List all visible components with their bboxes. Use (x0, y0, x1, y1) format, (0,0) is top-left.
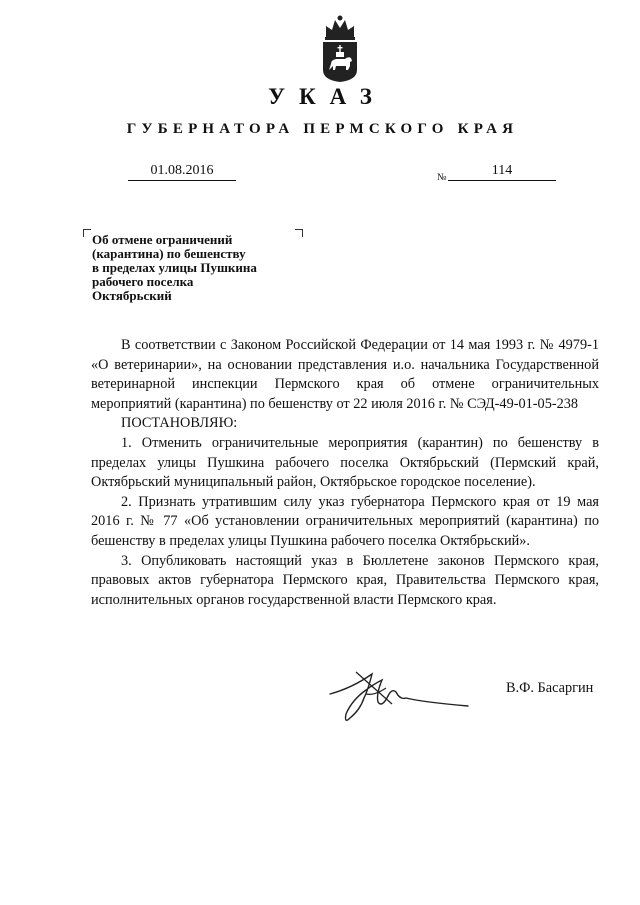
document-body (91, 336, 599, 610)
decree-word: ПОСТАНОВЛЯЮ: (121, 415, 238, 432)
heading-line: рабочего поселка (92, 274, 194, 289)
preamble-paragraph: В соответствии с Законом Российской Федерации от 14 мая 1993 г. № 4979-1 «О ветеринарии», на основании представления и.о. начальника Государственной ветеринарной инспекции Пермского края об отмене ограничительных мероприятий (карантина) по бешенству от 22 июля 2016 г. № СЭД-49-01-05-238 (91, 337, 599, 412)
bear-shield-icon (317, 14, 363, 84)
item-2-paragraph: 2. Признать утратившим силу указ губернатора Пермского края от 19 мая 2016 г. № 77 «Об установлении ограничительных мероприятий (карантина) по бешенству в пределах улицы Пушкина рабочего поселка Октябрьский». (91, 493, 599, 549)
item-3-paragraph: 3. Опубликовать настоящий указ в Бюллетене законов Пермского края, правовых актов губернатора Пермского края, Правительства Пермского края, исполнительных органов государственной власти Пермского края. (91, 552, 599, 608)
document-subtitle: ГУБЕРНАТОРА ПЕРМСКОГО КРАЯ (126, 121, 519, 137)
heading-line: Об отмене ограничений (92, 232, 233, 247)
heading-line: (карантина) по бешенству (92, 246, 246, 261)
coat-of-arms-emblem (317, 14, 363, 84)
heading-line: Октябрьский (92, 288, 172, 303)
number-sign: № (437, 172, 447, 183)
signer-name: В.Ф. Басаргин (506, 680, 594, 696)
document-heading (92, 233, 302, 303)
heading-line: в пределах улицы Пушкина (92, 260, 257, 275)
document-date: 01.08.2016 (128, 163, 236, 181)
item-1-paragraph: 1. Отменить ограничительные мероприятия (карантин) по бешенству в пределах улицы Пушкина рабочего поселка Октябрьский (Пермский край, Октябрьский муниципальный район, Октябрьское городское поселение). (91, 434, 599, 491)
handwritten-signature (322, 668, 472, 730)
document-title: УКАЗ (268, 84, 386, 109)
heading-corner-left (83, 229, 91, 237)
document-number: 114 (448, 163, 556, 181)
